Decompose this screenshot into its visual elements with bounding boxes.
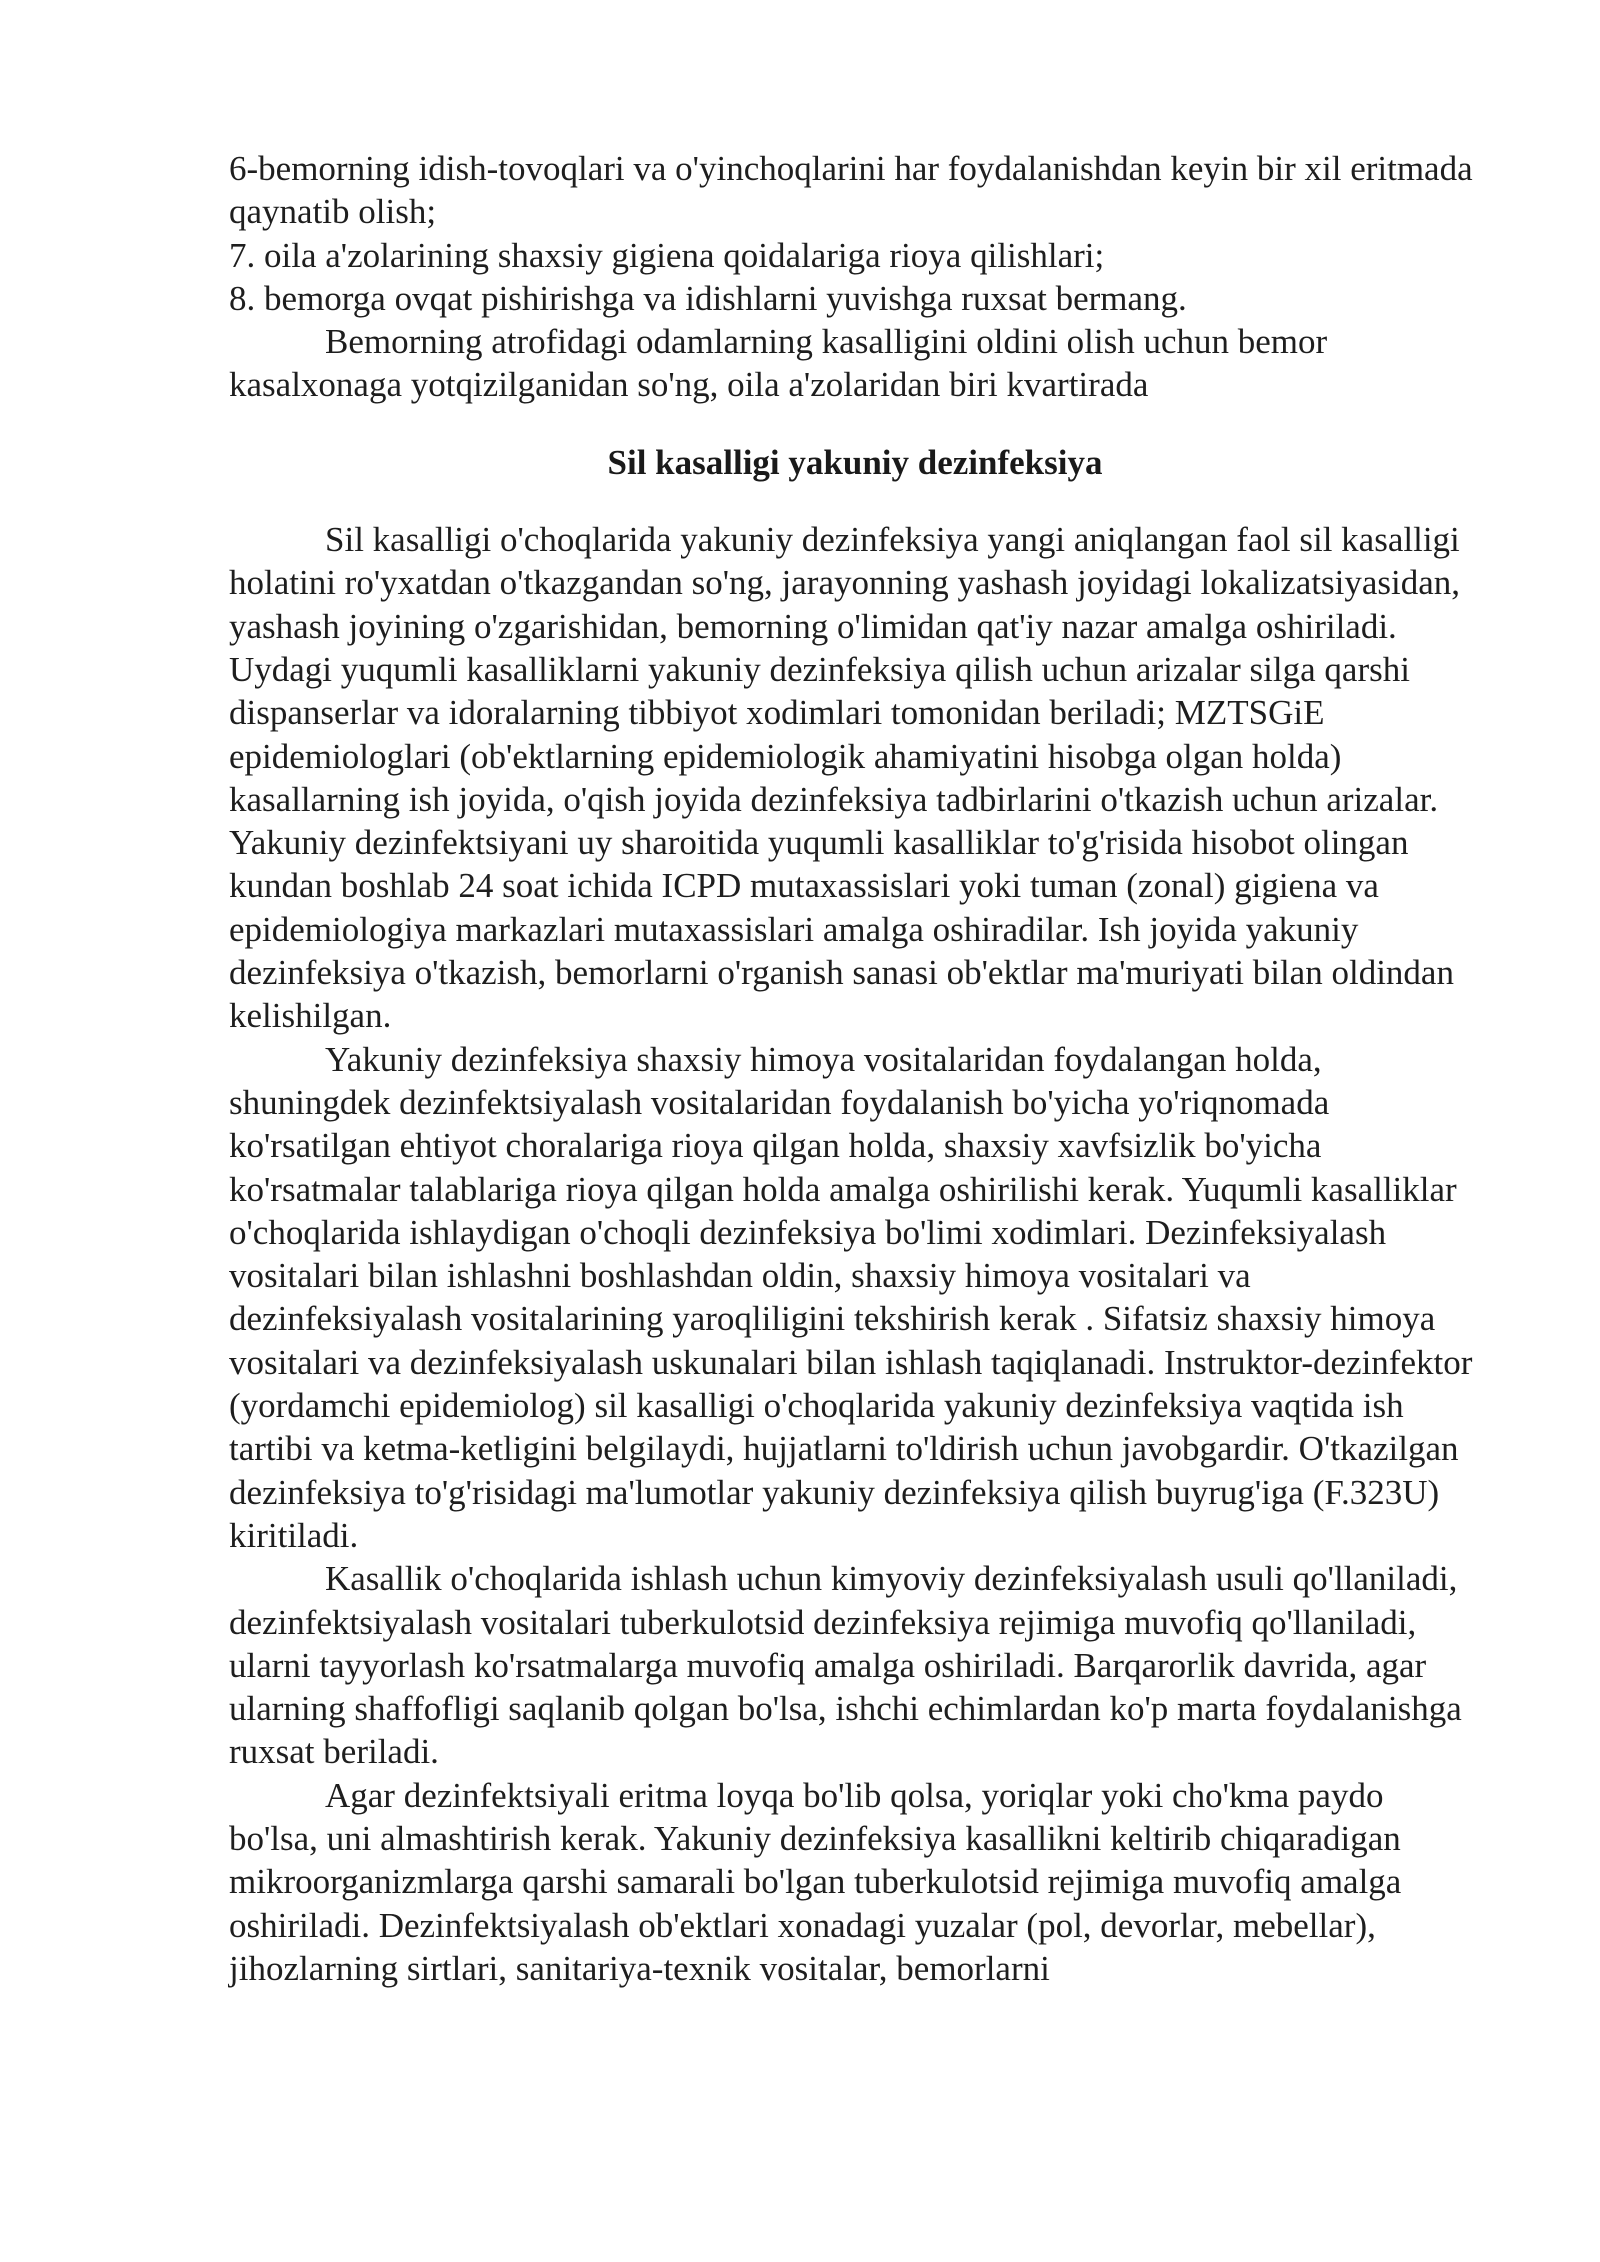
list-item: 8. bemorga ovqat pishirishga va idishlarni yuvishga ruxsat bermang.	[229, 278, 1187, 318]
section-heading: Sil kasalligi yakuniy dezinfeksiya	[607, 442, 1103, 482]
list-item: 6-bemorning idish-tovoqlari va o'yinchoqlarini har foydalanishdan keyin bir xil eritmada qaynatib olish;	[229, 149, 1473, 232]
document-body	[229, 147, 1481, 1990]
body-paragraph: Agar dezinfektsiyali eritma loyqa bo'lib qolsa, yoriqlar yoki cho'kma paydo bo'lsa, uni almashtirish kerak. Yakuniy dezinfeksiya kasallikni keltirib chiqaradigan mikroorganizmlarga qarshi samarali bo'lgan tuberkulotsid rejimiga muvofiq amalga oshiriladi. Dezinfektsiyalash ob'ektlari xonadagi yuzalar (pol, devorlar, mebellar), jihozlarning sirtlari, sanitariya-texnik vositalar, bemorlarni	[229, 1775, 1402, 1988]
body-paragraph: Sil kasalligi o'choqlarida yakuniy dezinfeksiya yangi aniqlangan faol sil kasalligi holatini ro'yxatdan o'tkazgandan so'ng, jarayonning yashash joyidagi lokalizatsiyasidan, yashash joyining o'zgarishidan, bemorning o'limidan qat'iy nazar amalga oshiriladi. Uydagi yuqumli kasalliklarni yakuniy dezinfeksiya qilish uchun arizalar silga qarshi dispanserlar va idoralarning tibbiyot xodimlari tomonidan beriladi; MZTSGiE epidemiologlari (ob'ektlarning epidemiologik ahamiyatini hisobga olgan holda) kasallarning ish joyida, o'qish joyida dezinfeksiya tadbirlarini o'tkazish uchun arizalar. Yakuniy dezinfektsiyani uy sharoitida yuqumli kasalliklar to'g'risida hisobot olingan kundan boshlab 24 soat ichida ICPD mutaxassislari yoki tuman (zonal) gigiena va epidemiologiya markazlari mutaxassislari amalga oshiradilar. Ish joyida yakuniy dezinfeksiya o'tkazish, bemorlarni o'rganish sanasi ob'ektlar ma'muriyati bilan oldindan kelishilgan.	[229, 520, 1460, 1036]
body-paragraph: Yakuniy dezinfeksiya shaxsiy himoya vositalaridan foydalangan holda, shuningdek dezinfektsiyalash vositalaridan foydalanish bo'yicha yo'riqnomada ko'rsatilgan ehtiyot choralariga rioya qilgan holda, shaxsiy xavfsizlik bo'yicha ko'rsatmalar talablariga rioya qilgan holda amalga oshirilishi kerak. Yuqumli kasalliklar o'choqlarida ishlaydigan o'choqli dezinfeksiya bo'limi xodimlari. Dezinfeksiyalash vositalari bilan ishlashni boshlashdan oldin, shaxsiy himoya vositalari va dezinfeksiyalash vositalarining yaroqliligini tekshirish kerak . Sifatsiz shaxsiy himoya vositalari va dezinfeksiyalash uskunalari bilan ishlash taqiqlanadi. Instruktor-dezinfektor (yordamchi epidemiolog) sil kasalligi o'choqlarida yakuniy dezinfeksiya vaqtida ish tartibi va ketma-ketligini belgilaydi, hujjatlarni to'ldirish uchun javobgardir. O'tkazilgan dezinfeksiya to'g'risidagi ma'lumotlar yakuniy dezinfeksiya qilish buyrug'iga (F.323U) kiritiladi.	[229, 1039, 1473, 1555]
body-paragraph: Kasallik o'choqlarida ishlash uchun kimyoviy dezinfeksiyalash usuli qo'llaniladi, dezinfektsiyalash vositalari tuberkulotsid dezinfeksiya rejimiga muvofiq qo'llaniladi, ularni tayyorlash ko'rsatmalarga muvofiq amalga oshiriladi. Barqarorlik davrida, agar ularning shaffofligi saqlanib qolgan bo'lsa, ishchi echimlardan ko'p marta foydalanishga ruxsat beriladi.	[229, 1559, 1462, 1772]
list-item: 7. oila a'zolarining shaxsiy gigiena qoidalariga rioya qilishlari;	[229, 235, 1105, 275]
intro-paragraph: Bemorning atrofidagi odamlarning kasalligini oldini olish uchun bemor kasalxonaga yotqizilganidan so'ng, oila a'zolaridan biri kvartirada	[229, 322, 1328, 405]
